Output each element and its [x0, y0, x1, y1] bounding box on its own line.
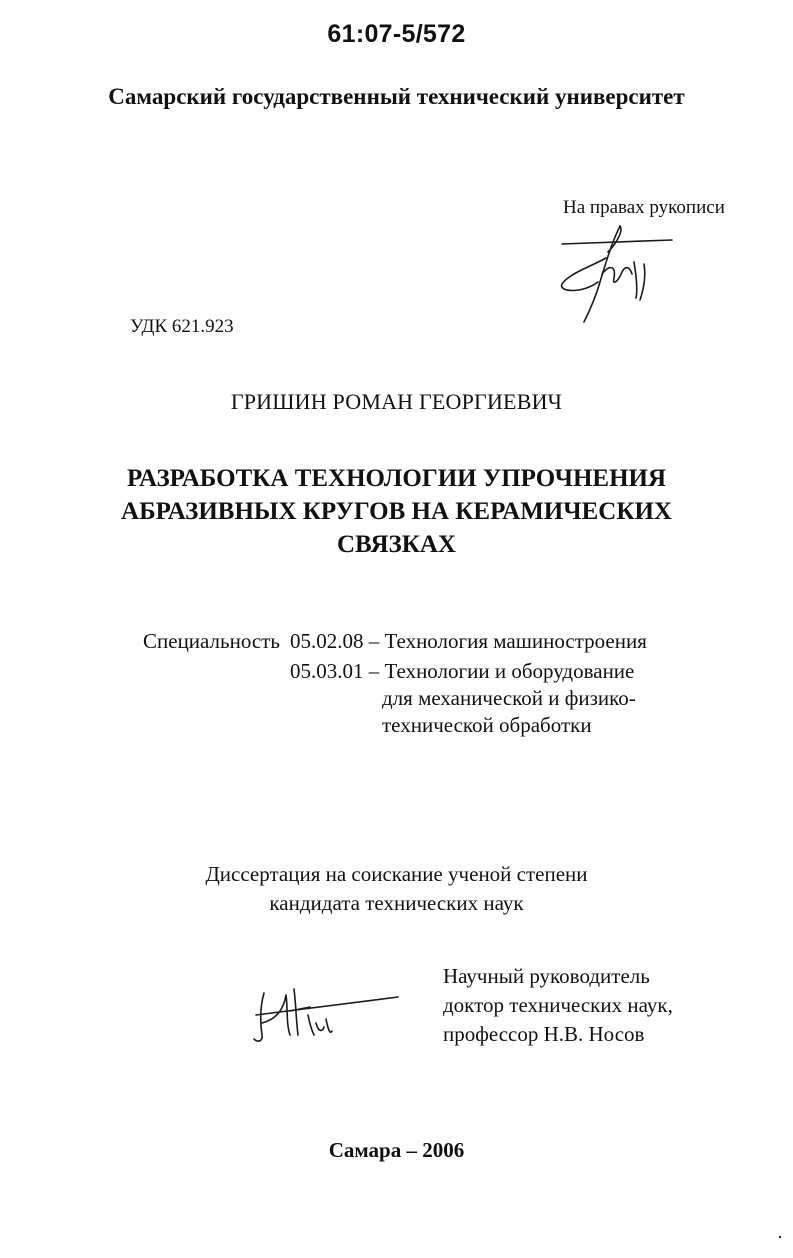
- supervisor-signature: [238, 985, 408, 1047]
- udk-code: УДК 621.923: [130, 316, 234, 337]
- specialty-line: для механической и физико-: [382, 686, 636, 710]
- specialty-line: технической обработки: [382, 713, 592, 737]
- title-line: АБРАЗИВНЫХ КРУГОВ НА КЕРАМИЧЕСКИХ: [121, 498, 672, 525]
- title-line: РАЗРАБОТКА ТЕХНОЛОГИИ УПРОЧНЕНИЯ: [126, 465, 667, 492]
- degree-line: Диссертация на соискание ученой степени: [205, 862, 588, 886]
- specialty-line: 05.02.08 – Технология машиностроения: [290, 629, 647, 653]
- scan-speck: [779, 1236, 781, 1238]
- manuscript-rights-note: На правах рукописи: [563, 197, 725, 218]
- university-name: Самарский государственный технический университет: [108, 84, 685, 109]
- title-line: СВЯЗКАХ: [337, 531, 456, 558]
- supervisor-line: профессор Н.В. Носов: [443, 1022, 645, 1046]
- supervisor-line: доктор технических наук,: [443, 993, 673, 1017]
- specialty-line: 05.03.01 – Технологии и оборудование: [290, 659, 635, 683]
- dissertation-title: [0, 462, 793, 561]
- supervisor-line: Научный руководитель: [443, 964, 650, 988]
- scientific-supervisor: [443, 962, 673, 1049]
- city-year: Самара – 2006: [328, 1138, 465, 1162]
- author-signature: [552, 222, 682, 327]
- catalog-number: 61:07-5/572: [327, 20, 466, 48]
- dissertation-degree: [0, 860, 793, 918]
- degree-line: кандидата технических наук: [269, 891, 524, 915]
- specialty-label: Специальность: [143, 629, 280, 653]
- author-name: ГРИШИН РОМАН ГЕОРГИЕВИЧ: [230, 389, 563, 414]
